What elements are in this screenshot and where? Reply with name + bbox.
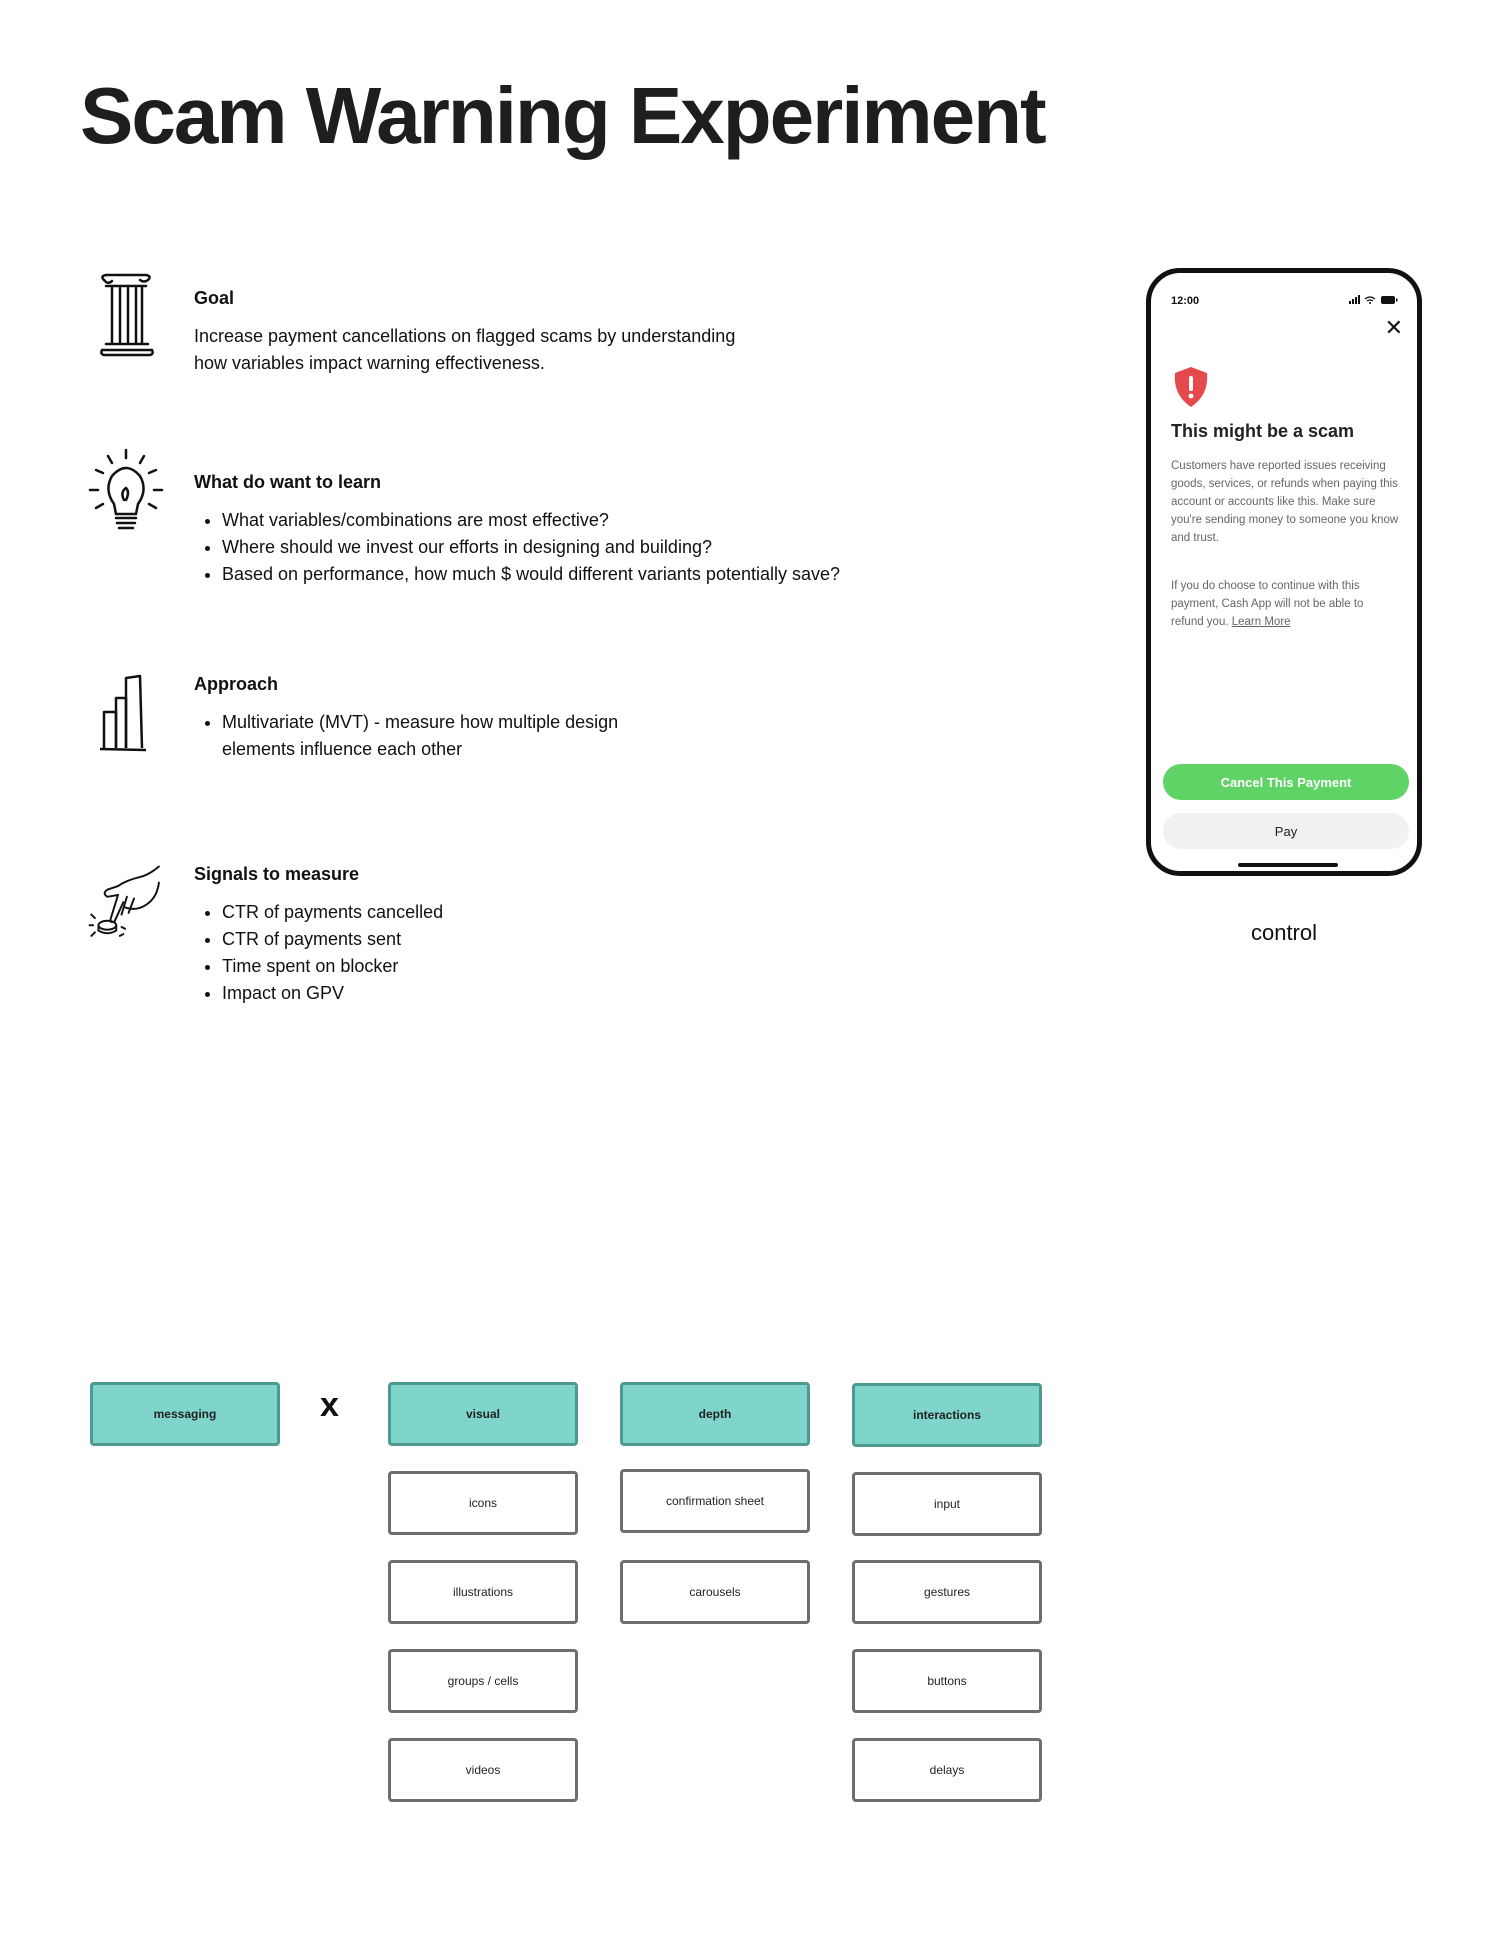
shield-warning-icon [1171,365,1211,409]
variable-option: icons [388,1471,578,1535]
variable-option: illustrations [388,1560,578,1624]
signals-title: Signals to measure [194,864,360,884]
variable-option: groups / cells [388,1649,578,1713]
variable-option: videos [388,1738,578,1802]
list-item: • CTR of payments cancelled [222,899,954,926]
variable-option: delays [852,1738,1042,1802]
variable-header-interactions: interactions [852,1383,1042,1447]
goal-text [194,323,954,377]
variable-header-depth: depth [620,1382,810,1446]
column-icon [86,272,166,362]
warning-title: This might be a scam [1171,421,1355,441]
status-time: 12:00 [1171,295,1200,307]
page-title: Scam Warning Experiment [80,71,1045,160]
cancel-payment-button[interactable]: Cancel This Payment [1163,764,1409,800]
list-item: • Where should we invest our efforts in designing and building? [222,534,954,561]
multiply-operator: x [320,1386,339,1424]
phone-caption: control [1250,920,1318,945]
learn-list [194,507,954,588]
hand-press-button-icon [86,858,166,948]
lightbulb-icon [86,448,166,538]
variable-option: input [852,1472,1042,1536]
variable-option: gestures [852,1560,1042,1624]
goal-text-line: Increase payment cancellations on flagged scams by understanding [194,326,736,346]
variable-option: carousels [620,1560,810,1624]
learn-more-link[interactable]: Learn More [1231,616,1291,628]
list-item: • CTR of payments sent [222,926,954,953]
list-item: • Time spent on blocker [222,953,954,980]
list-item [222,709,954,763]
list-item: • What variables/combinations are most effective? [222,507,954,534]
status-bar-icons [1349,295,1399,305]
refund-text: If you do choose to continue with this payment, Cash App will not be able to refund you. [1171,580,1364,628]
variable-header-messaging: messaging [90,1382,280,1446]
bar-chart-icon [86,668,166,758]
signals-list [194,899,954,1007]
approach-title: Approach [194,674,279,694]
phone-mockup [1146,268,1422,876]
goal-title: Goal [194,288,235,308]
list-item: • Based on performance, how much $ would different variants potentially save? [222,561,954,588]
variable-option: buttons [852,1649,1042,1713]
approach-list [194,709,954,763]
close-icon[interactable]: ✕ [1384,315,1403,340]
goal-text-line: how variables impact warning effectiveness. [194,353,545,373]
variable-header-visual: visual [388,1382,578,1446]
approach-item-line: elements influence each other [222,739,463,759]
home-indicator [1238,863,1338,867]
variable-option: confirmation sheet [620,1469,810,1533]
pay-button[interactable]: Pay [1163,813,1409,849]
approach-item-line: Multivariate (MVT) - measure how multiple design [222,712,619,732]
learn-title: What do want to learn [194,472,381,492]
list-item: • Impact on GPV [222,980,954,1007]
warning-body: Customers have reported issues receiving goods, services, or refunds when paying this account or accounts like this. Make sure you're sending money to someone you know and trust. [1171,460,1399,544]
warning-body-refund [1171,577,1399,631]
